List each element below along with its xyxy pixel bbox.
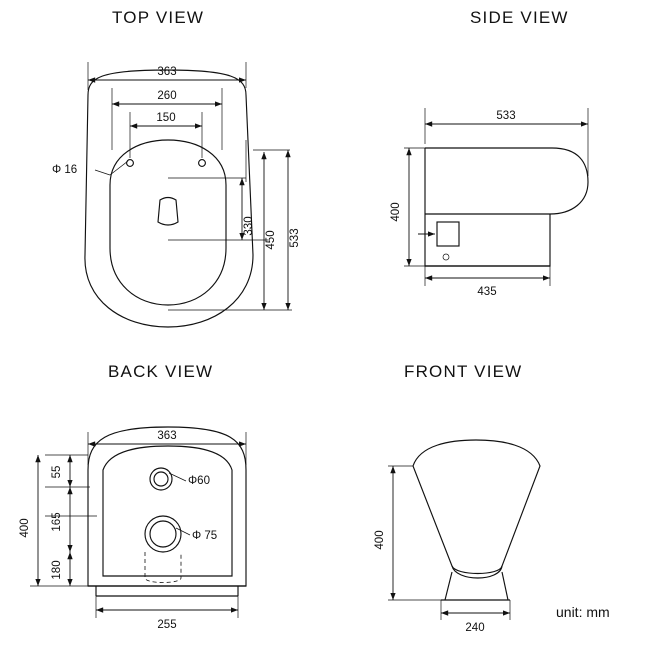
dim-back-height: 400 [19, 518, 31, 538]
front-view-geometry [413, 440, 540, 600]
dim-top-bolt-inner: 150 [156, 112, 176, 124]
top-view-title: TOP VIEW [112, 8, 205, 27]
back-view-title: BACK VIEW [108, 362, 214, 381]
front-view-dimensions [374, 466, 510, 634]
dim-front-base-width: 240 [465, 622, 485, 634]
back-view-geometry [88, 427, 246, 596]
side-view-geometry [425, 148, 588, 266]
dim-front-height: 400 [374, 530, 386, 550]
dim-back-seg-mid: 165 [51, 512, 63, 532]
dim-top-width: 363 [157, 66, 177, 78]
dim-top-mid-length: 450 [265, 230, 277, 250]
dim-back-outlet-large: Φ 75 [192, 530, 218, 542]
top-view-dimensions [52, 62, 301, 310]
dim-back-outlet-small: Φ60 [188, 475, 210, 487]
dim-back-base-width: 255 [157, 619, 177, 631]
unit-note: unit: mm [556, 604, 610, 620]
dim-top-bolt-outer: 260 [157, 90, 177, 102]
back-view-dimensions [19, 430, 246, 631]
dim-top-hole-dia: Φ 16 [52, 164, 78, 176]
front-view-title: FRONT VIEW [404, 362, 523, 381]
dim-side-height: 400 [390, 202, 402, 222]
dim-top-bowl-length: 330 [243, 216, 255, 236]
dim-side-depth: 435 [477, 286, 497, 298]
dim-top-overall-length: 533 [289, 228, 301, 248]
side-view-dimensions [390, 108, 588, 298]
dim-back-seg-top: 55 [51, 465, 63, 479]
top-view-geometry [85, 70, 253, 327]
dim-side-length: 533 [496, 110, 516, 122]
dim-back-width: 363 [157, 430, 177, 442]
side-view-title: SIDE VIEW [470, 8, 569, 27]
dim-back-seg-bottom: 180 [51, 560, 63, 580]
